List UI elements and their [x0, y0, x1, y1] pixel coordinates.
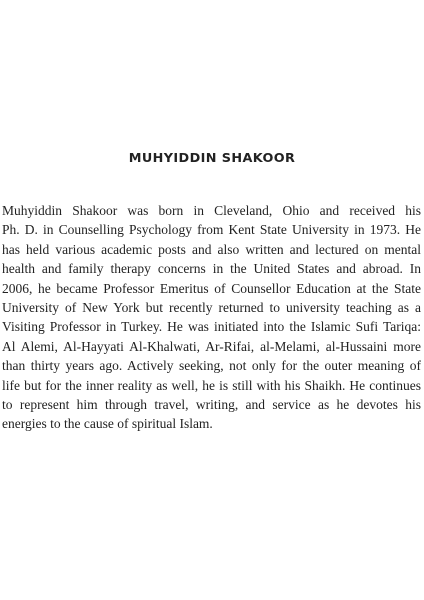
- bio-line-10: life but for the inner reality as well, he is still with his Shaikh. He continues: [2, 377, 421, 393]
- bio-line-11: to represent him through travel, writing, and service as he devotes his: [2, 397, 421, 413]
- bio-line-9: than thirty years ago. Actively seeking, not only for the outer meaning of: [2, 358, 421, 374]
- bio-line-8: Al Alemi, Al-Hayyati Al-Khalwati, Ar-Rifai, al-Melami, al-Hussaini more: [2, 338, 421, 354]
- bio-line-5: 2006, he became Professor Emeritus of Counsellor Education at the State: [2, 280, 421, 296]
- bio-line-12: energies to the cause of spiritual Islam.: [2, 416, 213, 432]
- bio-line-7: Visiting Professor in Turkey. He was initiated into the Islamic Sufi Tariqa:: [2, 319, 421, 335]
- bio-line-6: University of New York but recently returned to university teaching as a: [2, 300, 421, 316]
- author-biography: [2, 201, 421, 434]
- bio-line-1: Muhyiddin Shakoor was born in Cleveland, Ohio and received his: [2, 203, 421, 218]
- bio-line-4: health and family therapy concerns in the United States and abroad. In: [2, 261, 421, 277]
- bio-line-3: has held various academic posts and also written and lectured on mental: [2, 241, 421, 257]
- bio-line-2: Ph. D. in Counselling Psychology from Kent State University in 1973. He: [2, 222, 421, 238]
- author-heading: MUHYIDDIN SHAKOOR: [128, 151, 296, 166]
